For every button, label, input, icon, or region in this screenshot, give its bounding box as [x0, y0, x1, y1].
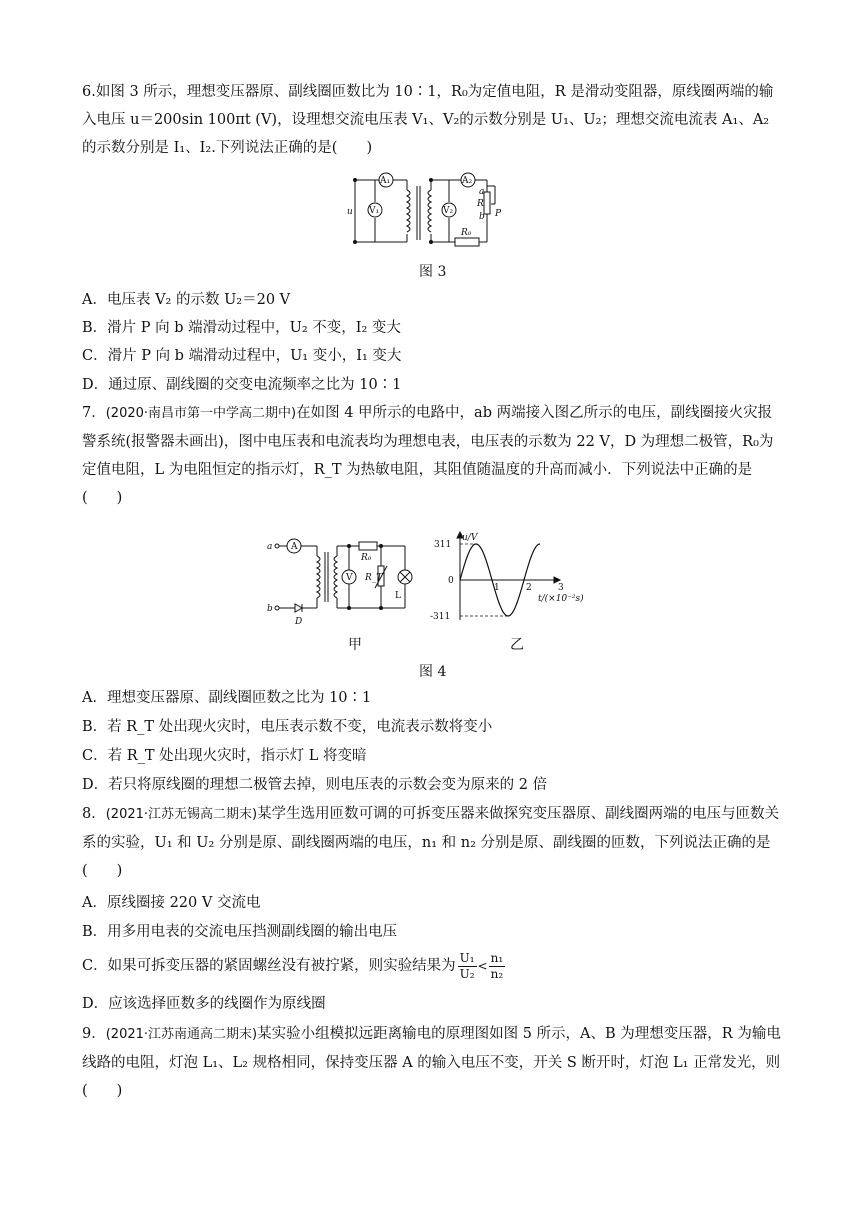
input-u-label: u [347, 207, 353, 217]
ammeter-a1-label: A₁ [380, 176, 391, 186]
q6-option-a: A．电压表 V₂ 的示数 U₂＝20 V [82, 292, 291, 308]
lamp-l-label: L [395, 591, 401, 601]
fraction-u [458, 951, 477, 982]
x-tick-label: 3 [558, 583, 564, 593]
figure-3-circuit [345, 172, 520, 252]
q8-source: (2021·江苏无锡高二期末) [105, 807, 258, 822]
figure-4b-caption: 乙 [510, 637, 524, 653]
q7-source: (2020·南昌市第一中学高二期中) [105, 406, 297, 421]
q8-number: 8． [82, 806, 106, 822]
q8-option-b: B．用多用电表的交流电压挡测副线圈的输出电压 [82, 924, 398, 940]
figure-3-caption: 图 3 [419, 264, 447, 280]
figure-4-circuit [265, 532, 425, 628]
ammeter-a2-label: A₂ [462, 176, 473, 186]
q7-option-a: A．理想变压器原、副线圈匝数之比为 10∶1 [82, 690, 372, 706]
voltmeter-v2-label: V₂ [443, 206, 454, 216]
relation-symbol: < [477, 959, 488, 973]
q7-stem [82, 399, 782, 512]
figure-4-caption: 图 4 [419, 664, 447, 680]
q6-option-d: D．通过原、副线圈的交变电流频率之比为 10∶1 [82, 377, 402, 393]
q6-option-b: B．滑片 P 向 b 端滑动过程中，U₂ 不变，I₂ 变大 [82, 320, 401, 336]
y-tick-label: 0 [448, 576, 454, 586]
x-axis-label: t/(×10⁻²s) [538, 594, 584, 604]
fraction-n [489, 951, 506, 982]
q9-number: 9． [82, 1026, 106, 1042]
y-axis-label: u/V [462, 533, 478, 543]
slider-p-label: P [495, 209, 502, 219]
q6-option-c: C．滑片 P 向 b 端滑动过程中，U₁ 变小，I₁ 变大 [82, 348, 402, 364]
voltmeter-v1-label: V₁ [369, 206, 380, 216]
resistor-r-label: R [477, 199, 484, 209]
q7-number: 7． [82, 405, 106, 421]
fraction-n-numerator: n₁ [490, 950, 504, 965]
q7-option-c: C．若 R_T 处出现火灾时，指示灯 L 将变暗 [82, 748, 367, 764]
terminal-b-label: b [267, 604, 273, 614]
fraction-u-numerator: U₁ [459, 950, 475, 965]
resistor-r0-label: R₀ [361, 553, 372, 563]
figure-4-voltage-chart [430, 530, 600, 630]
y-tick-label: 311 [434, 540, 452, 550]
q9-source: (2021·江苏南通高二期末) [105, 1027, 258, 1042]
point-b-label: b [479, 212, 485, 222]
y-tick-label: -311 [430, 612, 451, 622]
q6-stem: 6.如图 3 所示，理想变压器原、副线圈匝数比为 10∶1，R₀为定值电阻，R 是滑动变阻器，原线圈两端的输入电压 u＝200sin 100πt (V)，设理想交流电压表 V₁、V₂的示数分别是 U₁、U₂；理想交流电流表 A₁、A₂的示数分别是 I₁、I₂.下列说法正确的是( ) [82, 84, 774, 156]
q9-stem [82, 1020, 782, 1105]
fraction-n-denominator: n₂ [490, 966, 504, 981]
fraction-u-denominator: U₂ [459, 966, 475, 981]
ammeter-label: A [291, 542, 298, 552]
voltmeter-label: V [346, 573, 353, 583]
q8-option-c [82, 946, 505, 986]
thermistor-rt-label: R_T [365, 573, 383, 583]
q8-option-d: D．应该选择匝数多的线圈作为原线圈 [82, 996, 326, 1012]
figure-4a-caption: 甲 [348, 637, 362, 653]
x-tick-label: 1 [494, 583, 500, 593]
diode-d-label: D [295, 617, 303, 627]
q7-option-d: D．若只将原线圈的理想二极管去掉，则电压表的示数会变为原来的 2 倍 [82, 777, 548, 793]
q7-stem-text: 在如图 4 甲所示的电路中，ab 两端接入图乙所示的电压，副线圈接火灾报警系统(报警器未画出)，图中电压表和电流表均为理想电表，电压表的示数为 22 V，D 为理想二极管，R₀为定值电阻，L 为电阻恒定的指示灯，R_T 为热敏电阻，其阻值随温度的升高而减小．下列说法中正确的是( ) [82, 405, 774, 506]
q8-option-a: A．原线圈接 220 V 交流电 [82, 895, 261, 911]
q7-option-b: B．若 R_T 处出现火灾时，电压表示数不变，电流表示数将变小 [82, 719, 493, 735]
resistor-r0-label: R₀ [461, 228, 472, 238]
q8-option-c-text: C．如果可拆变压器的紧固螺丝没有被拧紧，则实验结果为 [82, 958, 456, 974]
point-a-label: a [479, 187, 485, 197]
terminal-a-label: a [267, 542, 273, 552]
x-tick-label: 2 [526, 583, 532, 593]
q8-stem [82, 800, 782, 885]
q9-stem-text: 某实验小组模拟远距离输电的原理图如图 5 所示，A、B 为理想变压器，R 为输电线路的电阻，灯泡 L₁、L₂ 规格相同，保持变压器 A 的输入电压不变，开关 S 断开时，灯泡 L₁ 正常发光，则( ) [82, 1026, 781, 1099]
q8-stem-text: 某学生选用匝数可调的可拆变压器来做探究变压器原、副线圈两端的电压与匝数关系的实验，U₁ 和 U₂ 分别是原、副线圈两端的电压，n₁ 和 n₂ 分别是原、副线圈的匝数，下列说法正确的是( ) [82, 806, 780, 879]
